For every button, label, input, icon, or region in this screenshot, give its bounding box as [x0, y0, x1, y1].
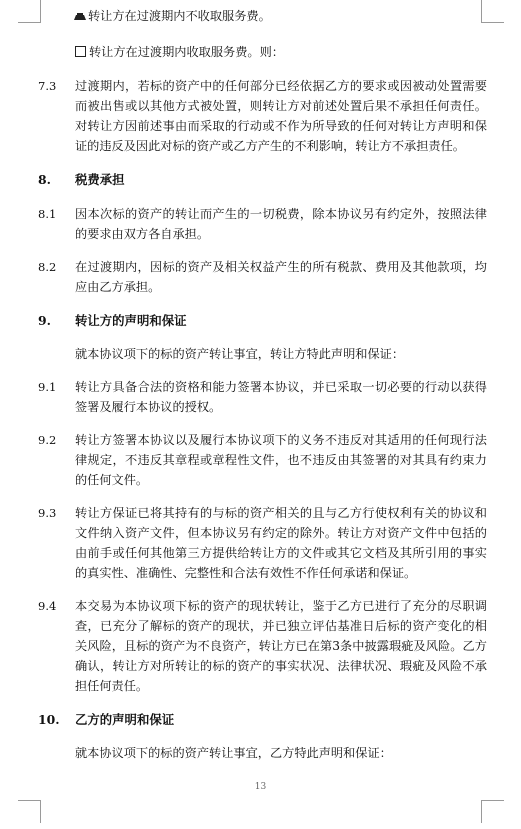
clause-line: 担任何责任。	[75, 679, 149, 693]
option-no-fee	[73, 8, 271, 24]
clause-number: 8.1	[38, 207, 57, 221]
option-fee-text: 转让方在过渡期内收取服务费。则：	[89, 45, 284, 59]
section-number: 9.	[38, 313, 51, 328]
clause-line: 由前手或任何其他第三方提供给转让方的文件或其它文档及其所引用的事实	[75, 546, 487, 560]
crop-mark-bottom-left	[18, 800, 41, 823]
clause-line: 本交易为本协议项下标的资产的现状转让，鉴于乙方已进行了充分的尽职调	[75, 599, 487, 613]
clause-number: 9.3	[38, 506, 57, 520]
page-number: 13	[254, 782, 267, 792]
section-title: 乙方的声明和保证	[75, 712, 175, 727]
crop-mark-bottom-right	[481, 800, 504, 823]
clause-line: 转让方具备合法的资格和能力签署本协议，并已采取一切必要的行动以获得	[75, 380, 487, 394]
clause-number: 8.2	[38, 260, 57, 274]
clause-line: 在过渡期内，因标的资产及相关权益产生的所有税款、费用及其他款项，均	[75, 260, 487, 274]
clause-number: 9.2	[38, 433, 57, 447]
crop-mark-top-left	[18, 0, 41, 23]
clause-line: 因本次标的资产的转让而产生的一切税费，除本协议另有约定外，按照法律	[75, 207, 487, 221]
clause-line: 转让方保证已将其持有的与标的资产相关的且与乙方行使权利有关的协议和	[75, 506, 487, 520]
checked-mark-icon	[73, 12, 87, 21]
clause-line: 查，已充分了解标的资产的现状，并已独立评估基准日后标的资产变化的相	[75, 619, 487, 633]
crop-mark-top-right	[481, 0, 504, 23]
checkbox-icon	[75, 46, 86, 57]
clause-number: 9.4	[38, 599, 57, 613]
clause-line: 应由乙方承担。	[75, 280, 161, 294]
clause-line: 文件纳入资产文件，但本协议另有约定的除外。转让方对资产文件中包括的	[75, 526, 487, 540]
section-title: 转让方的声明和保证	[75, 313, 187, 328]
option-fee	[75, 44, 284, 60]
clause-line: 的任何文件。	[75, 473, 149, 487]
clause-number: 9.1	[38, 380, 57, 394]
clause-line: 确认，转让方对所转让的标的资产的事实状况、法律状况、瑕疵及风险不承	[75, 659, 487, 673]
clause-line: 而被出售或以其他方式被处置，则转让方对前述处置后果不承担任何责任。	[75, 99, 487, 113]
clause-line: 律规定，不违反其章程或章程性文件，也不违反由其签署的对其具有约束力	[75, 453, 487, 467]
clause-line: 的真实性、准确性、完整性和合法有效性不作任何承诺和保证。	[75, 566, 417, 580]
clause-line: 对转让方因前述事由而采取的行动或不作为所导致的任何对转让方声明和保	[75, 119, 487, 133]
clause-line: 过渡期内，若标的资产中的任何部分已经依据乙方的要求或因被动处置需要	[75, 79, 487, 93]
option-no-fee-text: 转让方在过渡期内不收取服务费。	[88, 9, 271, 23]
section-number: 8.	[38, 172, 51, 187]
clause-line: 的要求由双方各自承担。	[75, 227, 210, 241]
section-intro: 就本协议项下的标的资产转让事宜，乙方特此声明和保证：	[75, 746, 392, 760]
clause-line: 签署及履行本协议的授权。	[75, 400, 222, 414]
clause-line: 证的违反及因此对标的资产或乙方产生的不利影响，转让方不承担责任。	[75, 139, 465, 153]
section-number: 10.	[38, 712, 60, 727]
clause-number: 7.3	[38, 79, 57, 93]
section-title: 税费承担	[75, 172, 125, 187]
clause-line: 转让方签署本协议以及履行本协议项下的义务不违反对其适用的任何现行法	[75, 433, 487, 447]
section-intro: 就本协议项下的标的资产转让事宜，转让方特此声明和保证：	[75, 347, 405, 361]
clause-line: 关风险，且标的资产为不良资产，转让方已在第3条中披露瑕疵及风险。乙方	[75, 639, 487, 653]
